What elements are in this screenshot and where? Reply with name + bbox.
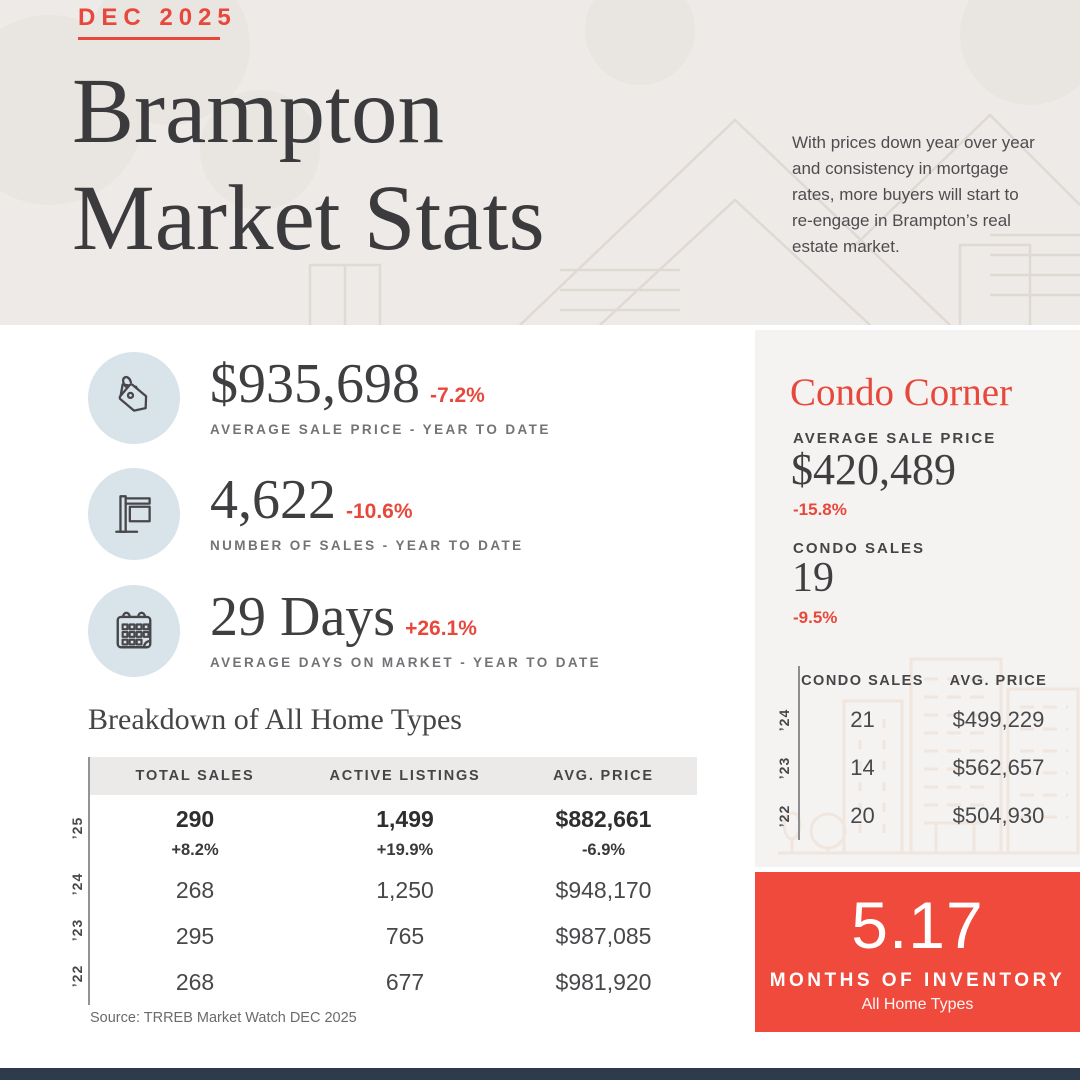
stat-average-sale-price — [88, 352, 551, 444]
intro-text: With prices down year over year and consistency in mortgage rates, more buyers will start to re-engage in Brampton’s real estate market. — [792, 133, 1035, 256]
row-year-label: ’22 — [69, 964, 85, 988]
inventory-label: MONTHS OF INVENTORY — [769, 970, 1066, 991]
condo-sales-value: 19 — [792, 555, 834, 601]
column-header-condo-sales: CONDO SALES — [801, 673, 924, 689]
breakdown-table — [69, 757, 697, 1005]
avg-price-value: $948,170 — [555, 876, 652, 903]
stat-label: AVERAGE DAYS ON MARKET - YEAR TO DATE — [210, 655, 602, 670]
source-note: Source: TRREB Market Watch DEC 2025 — [90, 1010, 357, 1026]
total-sales-value: 268 — [175, 968, 215, 995]
table-row — [90, 959, 697, 1005]
stat-change: -7.2% — [430, 384, 485, 407]
condo-sales-label: CONDO SALES — [793, 540, 926, 557]
condo-avg-price-change: -15.8% — [793, 500, 847, 519]
inventory-sublabel: All Home Types — [861, 996, 974, 1013]
condo-table-header — [800, 666, 1072, 696]
active-listings-value: 765 — [385, 922, 425, 949]
inventory-value: 5.17 — [851, 888, 984, 962]
table-row — [90, 913, 697, 959]
title-line-1: Brampton — [72, 60, 444, 163]
avg-price-value: $499,229 — [952, 707, 1045, 732]
total-sales-value: 290 — [175, 806, 215, 832]
row-year-label: ’25 — [69, 816, 85, 840]
active-listings-value: 1,250 — [376, 876, 434, 903]
row-year-label: ’22 — [776, 804, 792, 828]
months-of-inventory-box — [755, 872, 1080, 1032]
row-year-label: ’24 — [776, 708, 792, 732]
header — [0, 0, 1080, 325]
page-title — [72, 58, 545, 272]
stat-value: $935,698 — [210, 353, 420, 415]
title-line-2: Market Stats — [72, 167, 545, 270]
avg-price-value: $562,657 — [952, 755, 1045, 780]
date-eyebrow: DEC 2025 — [78, 4, 237, 31]
breakdown-title: Breakdown of All Home Types — [88, 703, 462, 736]
stat-change: -10.6% — [346, 500, 413, 523]
stat-days-on-market — [88, 585, 601, 677]
condo-history-table — [776, 666, 1072, 840]
avg-price-value: $504,930 — [952, 803, 1045, 828]
total-sales-value: 268 — [175, 876, 215, 903]
price-tags-icon — [88, 352, 180, 444]
table-row — [800, 696, 1072, 744]
breakdown-table-header — [90, 757, 697, 795]
avg-price-value: $882,661 — [555, 806, 652, 832]
avg-price-value: $987,085 — [555, 922, 652, 949]
table-row — [90, 867, 697, 913]
total-sales-value: 295 — [175, 922, 215, 949]
sale-sign-icon — [88, 468, 180, 560]
stat-change: +26.1% — [405, 617, 477, 640]
column-header-active-listings: ACTIVE LISTINGS — [329, 768, 481, 784]
condo-avg-price-value: $420,489 — [791, 445, 956, 494]
table-row — [800, 744, 1072, 792]
calendar-icon — [88, 585, 180, 677]
eyebrow-underline — [78, 37, 220, 40]
column-header-total-sales: TOTAL SALES — [135, 768, 255, 784]
stat-label: AVERAGE SALE PRICE - YEAR TO DATE — [210, 422, 551, 437]
table-row — [800, 792, 1072, 840]
condo-corner-title: Condo Corner — [790, 371, 1013, 414]
condo-sales-value: 20 — [850, 803, 875, 828]
condo-corner-panel — [755, 330, 1080, 867]
condo-sales-value: 14 — [850, 755, 875, 780]
total-sales-change: +8.2% — [171, 841, 219, 859]
row-year-label: ’24 — [69, 872, 85, 896]
condo-sales-value: 21 — [850, 707, 875, 732]
stat-number-of-sales — [88, 468, 524, 560]
stat-value: 4,622 — [210, 469, 336, 531]
active-listings-value: 1,499 — [376, 806, 434, 832]
column-header-avg-price: AVG. PRICE — [949, 673, 1048, 689]
row-year-label: ’23 — [69, 918, 85, 942]
condo-sales-change: -9.5% — [793, 608, 838, 627]
footer-accent-bar — [0, 1068, 1080, 1080]
column-header-avg-price: AVG. PRICE — [553, 768, 654, 784]
table-row — [90, 795, 697, 867]
active-listings-change: +19.9% — [376, 841, 434, 859]
stat-label: NUMBER OF SALES - YEAR TO DATE — [210, 538, 524, 553]
condo-avg-price-label: AVERAGE SALE PRICE — [793, 430, 997, 447]
active-listings-value: 677 — [385, 968, 425, 995]
stat-value: 29 Days — [210, 586, 396, 648]
row-year-label: ’23 — [776, 756, 792, 780]
avg-price-value: $981,920 — [555, 968, 652, 995]
avg-price-change: -6.9% — [581, 841, 626, 859]
